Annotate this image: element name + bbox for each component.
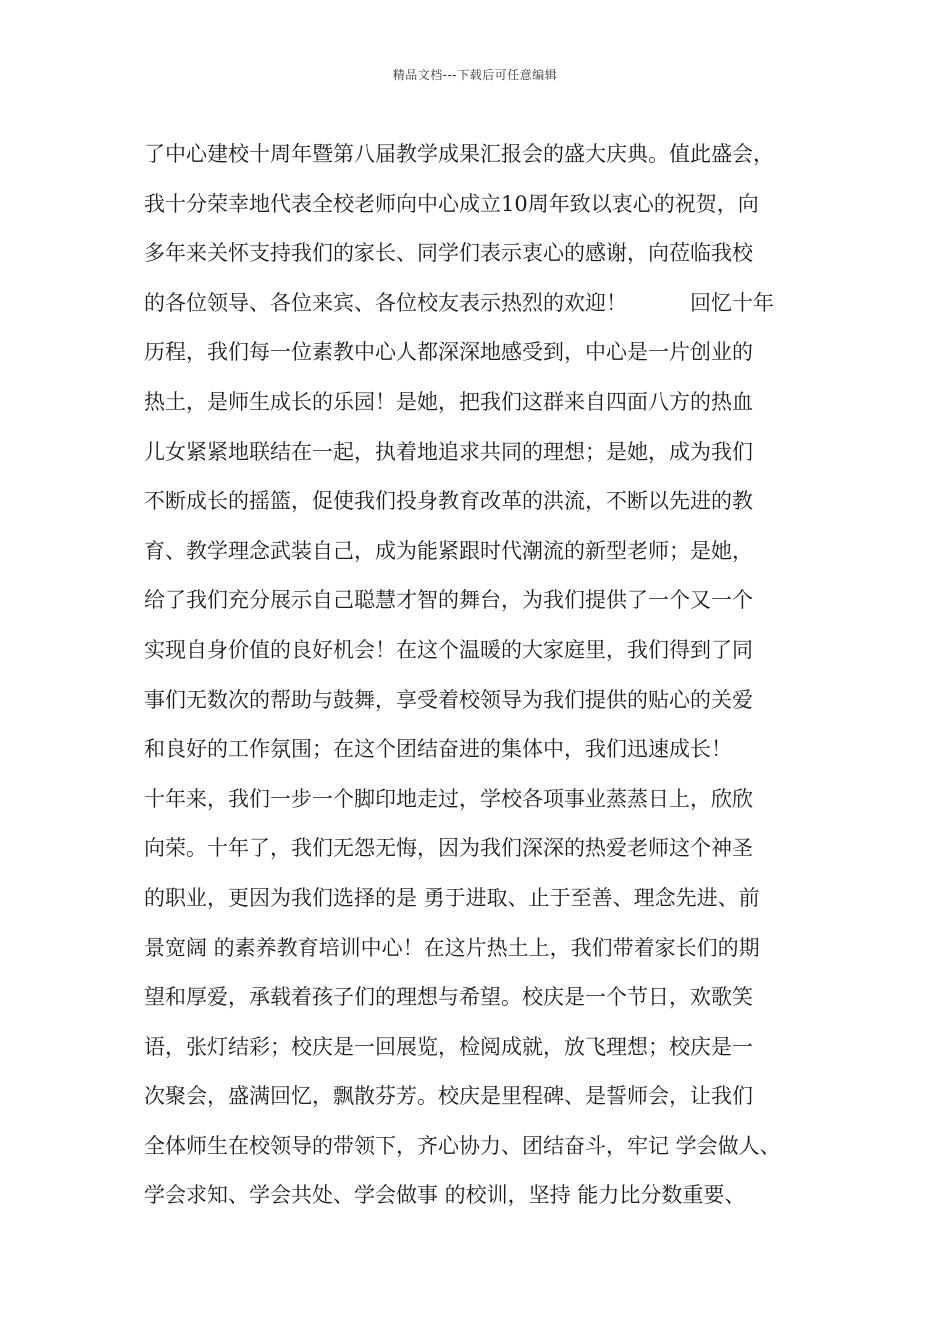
text-line: 语，张灯结彩；校庆是一回展览，检阅成就，放飞理想；校庆是一 bbox=[144, 1034, 753, 1059]
text-line: 我十分荣幸地代表全校老师向中心成立10周年致以衷心的祝贺，向 bbox=[144, 191, 759, 216]
text-line: 和良好的工作氛围；在这个团结奋进的集体中，我们迅速成长！ bbox=[144, 737, 732, 762]
text-line: 事们无数次的帮助与鼓舞，享受着校领导为我们提供的贴心的关爱 bbox=[144, 687, 753, 712]
text-line: 历程，我们每一位素教中心人都深深地感受到，中心是一片创业的 bbox=[144, 340, 753, 365]
text-line: 向荣。十年了，我们无怨无悔，因为我们深深的热爱老师这个神圣 bbox=[144, 836, 753, 861]
text-line: 景宽阔 的素养教育培训中心！在这片热土上，我们带着家长们的期 bbox=[144, 935, 760, 960]
text-line: 学会求知、学会共处、学会做事 的校训，坚持 能力比分数重要、 bbox=[144, 1183, 746, 1208]
text-line: 的职业，更因为我们选择的是 勇于进取、止于至善、理念先进、前 bbox=[144, 885, 760, 910]
page-header: 精品文档---下载后可任意编辑 bbox=[392, 68, 558, 82]
text-line: 十年来，我们一步一个脚印地走过，学校各项事业蒸蒸日上，欣欣 bbox=[144, 786, 753, 811]
text-line: 多年来关怀支持我们的家长、同学们表示衷心的感谢，向莅临我校 bbox=[144, 241, 753, 266]
text-line: 儿女紧紧地联结在一起，执着地追求共同的理想；是她，成为我们 bbox=[144, 439, 753, 464]
text-line: 实现自身价值的良好机会！在这个温暖的大家庭里，我们得到了同 bbox=[144, 637, 753, 662]
text-line: 全体师生在校领导的带领下，齐心协力、团结奋斗，牢记 学会做人、 bbox=[144, 1133, 781, 1158]
text-line: 次聚会，盛满回忆，飘散芬芳。校庆是里程碑、是誓师会，让我们 bbox=[144, 1084, 753, 1109]
text-line: 望和厚爱，承载着孩子们的理想与希望。校庆是一个节日，欢歌笑 bbox=[144, 985, 753, 1010]
text-line: 不断成长的摇篮，促使我们投身教育改革的洪流，不断以先进的教 bbox=[144, 489, 753, 514]
text-line: 了中心建校十周年暨第八届教学成果汇报会的盛大庆典。值此盛会， bbox=[144, 142, 774, 166]
text-line: 给了我们充分展示自己聪慧才智的舞台，为我们提供了一个又一个 bbox=[144, 588, 753, 613]
body-text bbox=[144, 130, 844, 1221]
text-line: 育、教学理念武装自己，成为能紧跟时代潮流的新型老师；是她， bbox=[144, 538, 753, 563]
text-line: 热土，是师生成长的乐园！是她，把我们这群来自四面八方的热血 bbox=[144, 389, 753, 414]
text-line: 的各位领导、各位来宾、各位校友表示热烈的欢迎！ 回忆十年 bbox=[144, 290, 774, 315]
